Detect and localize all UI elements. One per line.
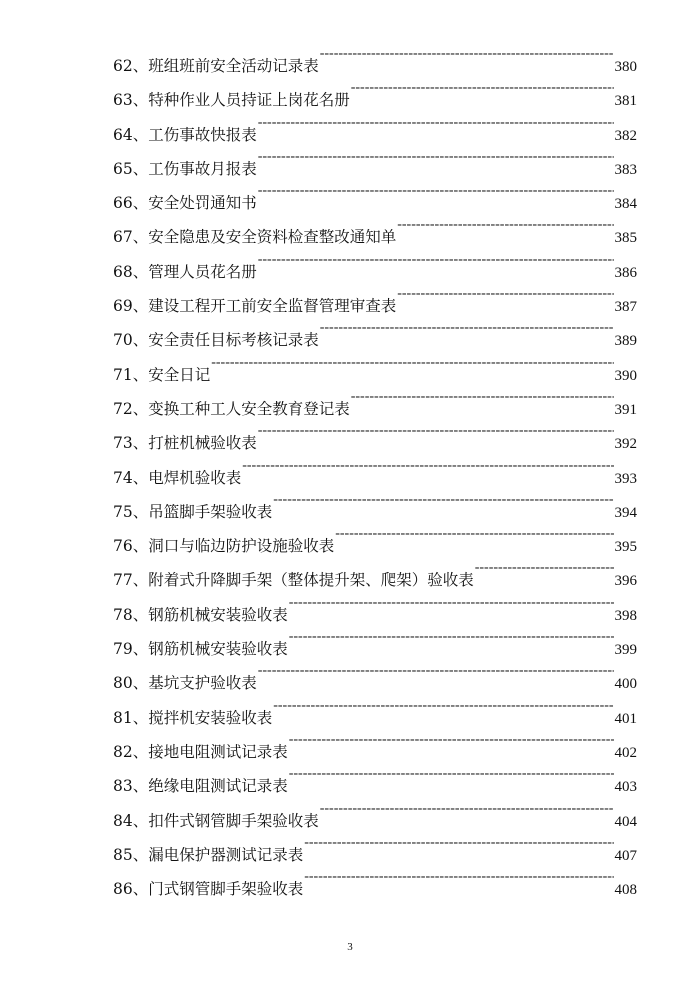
toc-leader-dashes: [397, 208, 613, 242]
toc-entry-page: 385: [614, 230, 637, 247]
toc-entry-page: 399: [614, 642, 637, 659]
toc-leader-dashes: [320, 792, 614, 826]
toc-leader-dashes: [258, 140, 614, 174]
toc-leader-dashes: [475, 551, 614, 585]
toc-entry-page: 398: [614, 607, 637, 624]
table-of-contents: [113, 37, 637, 899]
toc-entry-page: 380: [614, 59, 637, 75]
toc-leader-dashes: [320, 37, 614, 71]
toc-leader-dashes: [289, 723, 614, 757]
toc-leader-dashes: [320, 311, 614, 345]
toc-entry-page: 383: [614, 161, 637, 178]
toc-entry-page: 407: [614, 847, 637, 864]
toc-entry-page: 381: [614, 93, 637, 110]
toc-entry-page: 408: [614, 882, 637, 899]
toc-entry-title: 62、班组班前安全活动记录表: [113, 57, 319, 75]
toc-entry-title: 86、门式钢管脚手架验收表: [113, 880, 304, 899]
toc-entry-title: 70、安全责任目标考核记录表: [113, 331, 319, 350]
toc-leader-dashes: [258, 414, 614, 448]
toc-leader-dashes: [304, 826, 613, 860]
toc-entry-page: 387: [614, 299, 637, 316]
toc-leader-dashes: [258, 243, 614, 277]
toc-entry-title: 79、钢筋机械安装验收表: [113, 640, 288, 659]
toc-entry-title: 76、洞口与临边防护设施验收表: [113, 537, 335, 556]
toc-entry-title: 67、安全隐患及安全资料检查整改通知单: [113, 228, 397, 247]
toc-entry-title: 64、工伤事故快报表: [113, 125, 257, 144]
toc-entry-title: 66、安全处罚通知书: [113, 194, 257, 213]
toc-leader-dashes: [211, 346, 613, 380]
toc-entry-title: 80、基坑支护验收表: [113, 674, 257, 693]
toc-leader-dashes: [289, 586, 614, 620]
toc-entry-title: 78、钢筋机械安装验收表: [113, 605, 288, 624]
toc-entry-page: 390: [614, 367, 637, 384]
toc-entry-title: 85、漏电保护器测试记录表: [113, 845, 304, 864]
toc-entry-page: 396: [614, 573, 637, 590]
toc-entry-title: 69、建设工程开工前安全监督管理审查表: [113, 297, 397, 316]
toc-entry-title: 65、工伤事故月报表: [113, 159, 257, 178]
toc-entry-page: 403: [614, 779, 637, 796]
toc-entry-title: 68、管理人员花名册: [113, 262, 257, 281]
toc-entry-page: 395: [614, 539, 637, 556]
toc-leader-dashes: [273, 689, 613, 723]
toc-leader-dashes: [258, 106, 614, 140]
toc-entry-title: 72、变换工种工人安全教育登记表: [113, 399, 350, 418]
toc-entry-title: 63、特种作业人员持证上岗花名册: [113, 91, 350, 110]
toc-leader-dashes: [258, 174, 614, 208]
toc-leader-dashes: [335, 517, 613, 551]
toc-entry-title: 84、扣件式钢管脚手架验收表: [113, 811, 319, 830]
toc-entry-page: 404: [614, 813, 637, 830]
toc-leader-dashes: [273, 483, 613, 517]
page-number: 3: [347, 941, 353, 953]
toc-entry-title: 73、打桩机械验收表: [113, 434, 257, 453]
toc-leader-dashes: [397, 277, 613, 311]
toc-leader-dashes: [351, 380, 614, 414]
toc-leader-dashes: [242, 449, 613, 483]
toc-leader-dashes: [304, 860, 613, 894]
toc-leader-dashes: [258, 654, 614, 688]
toc-entry-page: 386: [614, 264, 637, 281]
toc-entry-page: 394: [614, 504, 637, 521]
toc-leader-dashes: [289, 757, 614, 791]
toc-entry-page: 392: [614, 436, 637, 453]
toc-leader-dashes: [289, 620, 614, 654]
toc-entry-title: 82、接地电阻测试记录表: [113, 742, 288, 761]
toc-entry-page: 391: [614, 401, 637, 418]
toc-entry-page: 402: [614, 744, 637, 761]
toc-entry-page: 393: [614, 470, 637, 487]
toc-entry-title: 83、绝缘电阻测试记录表: [113, 777, 288, 796]
toc-entry-page: 382: [614, 127, 637, 144]
toc-entry-page: 384: [614, 196, 637, 213]
toc-entry-title: 71、安全日记: [113, 365, 211, 384]
toc-entry-title: 81、搅拌机安装验收表: [113, 708, 273, 727]
toc-entry-title: 77、附着式升降脚手架（整体提升架、爬架）验收表: [113, 571, 474, 590]
toc-entry-title: 74、电焊机验收表: [113, 468, 242, 487]
toc-entry[interactable]: [113, 37, 637, 75]
toc-entry-page: 400: [614, 676, 637, 693]
toc-entry-page: 401: [614, 710, 637, 727]
toc-leader-dashes: [351, 71, 614, 105]
toc-entry-title: 75、吊篮脚手架验收表: [113, 502, 273, 521]
toc-entry-page: 389: [614, 333, 637, 350]
